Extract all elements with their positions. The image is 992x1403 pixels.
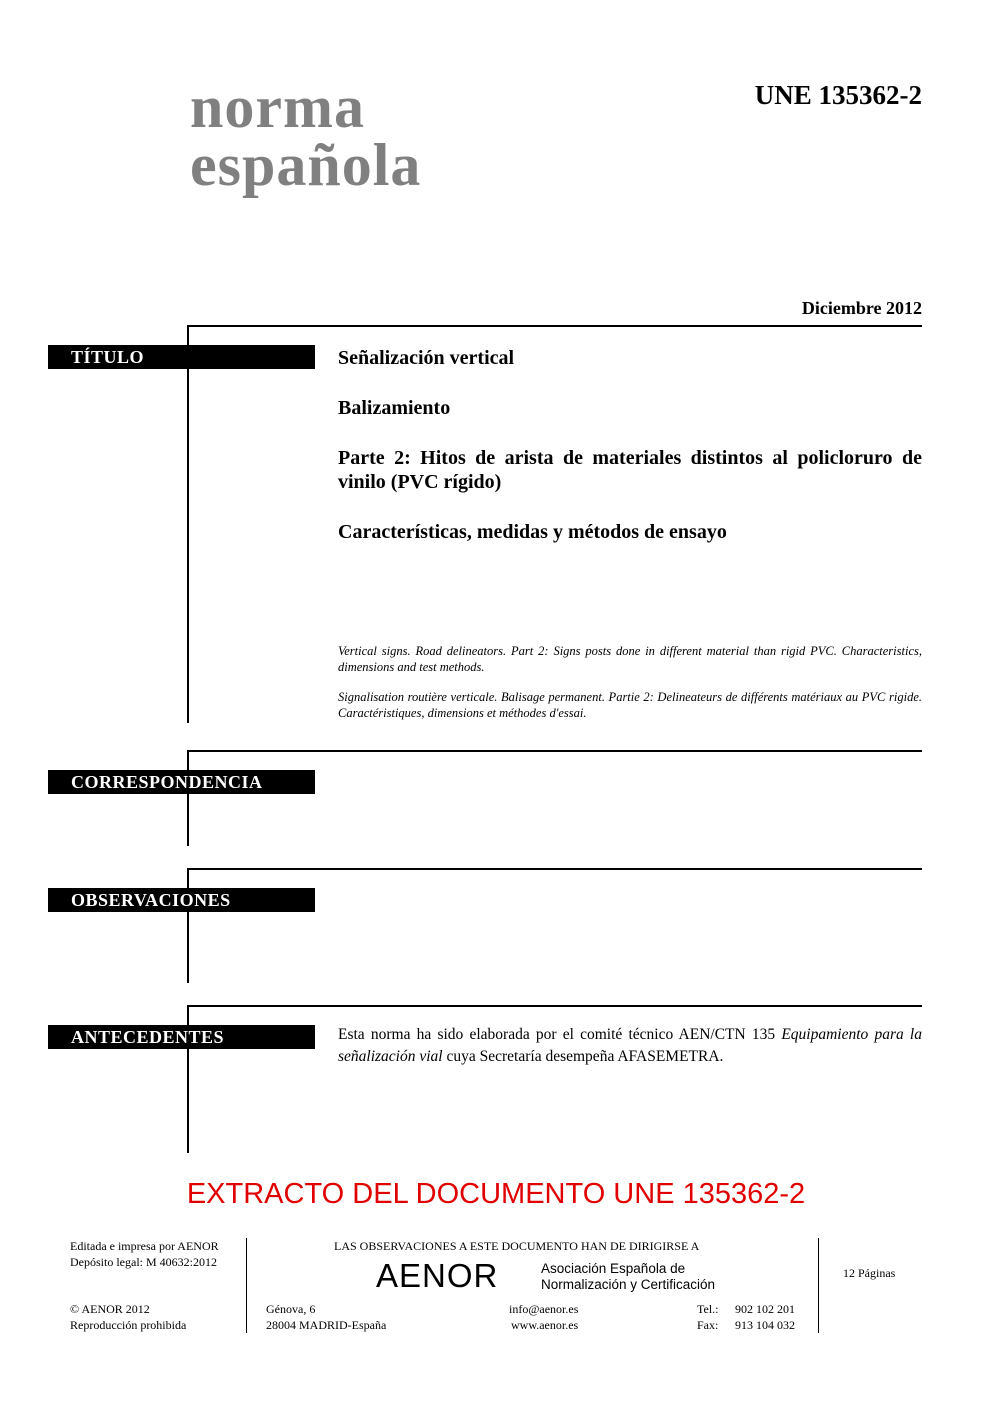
- section-label-titulo: TÍTULO: [48, 345, 315, 369]
- committee-name: Equipamiento para la señalización vial: [338, 1026, 922, 1065]
- footer-divider-right: [818, 1238, 819, 1333]
- title-line-4: Características, medidas y métodos de ensayo: [338, 521, 727, 543]
- aenor-name-line-1: Asociación Española de: [541, 1261, 686, 1276]
- title-line-3: Parte 2: Hitos de arista de materiales distintos al policloruro de vinilo (PVC rígido): [338, 447, 922, 493]
- section-label-antecedentes: ANTECEDENTES: [48, 1025, 315, 1049]
- footer-email[interactable]: info@aenor.es: [509, 1302, 579, 1316]
- antecedentes-part-2: cuya Secretaría desempeña AFASEMETRA.: [442, 1048, 724, 1065]
- antecedentes-text: [338, 1024, 922, 1068]
- title-english: Vertical signs. Road delineators. Part 2: Signs posts done in different material than rigid PVC. Characteristics, dimensions and test methods.: [338, 644, 922, 674]
- footer-copyright: © AENOR 2012: [70, 1302, 150, 1316]
- footer-tel: 902 102 201: [735, 1302, 795, 1316]
- footer-web[interactable]: www.aenor.es: [511, 1318, 579, 1332]
- section-rule-correspondencia: [187, 750, 189, 846]
- aenor-logo: AENOR: [376, 1257, 499, 1294]
- footer-fax-label: Fax:: [697, 1318, 719, 1332]
- section-divider-antecedentes: [187, 1005, 922, 1007]
- footer-street: Génova, 6: [266, 1302, 316, 1316]
- brand-line-2: española: [190, 132, 422, 198]
- publication-date: Diciembre 2012: [801, 298, 922, 318]
- extract-watermark: EXTRACTO DEL DOCUMENTO UNE 135362-2: [186, 1178, 806, 1210]
- section-label-correspondencia: CORRESPONDENCIA: [48, 770, 315, 794]
- standard-code: UNE 135362-2: [754, 80, 922, 110]
- aenor-name-line-2: Normalización y Certificación: [541, 1277, 716, 1292]
- footer-divider-left: [246, 1238, 247, 1333]
- footer-city: 28004 MADRID-España: [266, 1318, 387, 1332]
- section-label-observaciones: OBSERVACIONES: [48, 888, 315, 912]
- footer-edited: Editada e impresa por AENOR: [70, 1239, 219, 1253]
- section-rule-titulo: [187, 325, 189, 723]
- footer-pages: 12 Páginas: [843, 1266, 896, 1280]
- title-line-2: Balizamiento: [338, 397, 451, 419]
- brand-title: [190, 74, 422, 198]
- title-block: [338, 346, 922, 544]
- footer-reproduccion: Reproducción prohibida: [70, 1318, 187, 1332]
- section-divider-titulo: [187, 325, 922, 327]
- brand-line-1: norma: [190, 74, 365, 140]
- antecedentes-part-1: Esta norma ha sido elaborada por el comité técnico AEN/CTN 135: [338, 1026, 782, 1043]
- footer-deposito: Depósito legal: M 40632:2012: [70, 1255, 217, 1269]
- section-divider-correspondencia: [187, 750, 922, 752]
- section-rule-observaciones: [187, 868, 189, 983]
- footer-tel-label: Tel.:: [697, 1302, 719, 1316]
- footer-fax: 913 104 032: [735, 1318, 795, 1332]
- footer-observaciones-note: LAS OBSERVACIONES A ESTE DOCUMENTO HAN DE DIRIGIRSE A: [334, 1239, 700, 1253]
- title-line-1: Señalización vertical: [338, 347, 515, 369]
- aenor-full-name: [541, 1261, 715, 1293]
- title-french: Signalisation routière verticale. Balisage permanent. Partie 2: Delineateurs de différents matériaux au PVC rigide. Caractéristiques, dimensions et méthodes d'essai.: [338, 690, 922, 720]
- section-divider-observaciones: [187, 868, 922, 870]
